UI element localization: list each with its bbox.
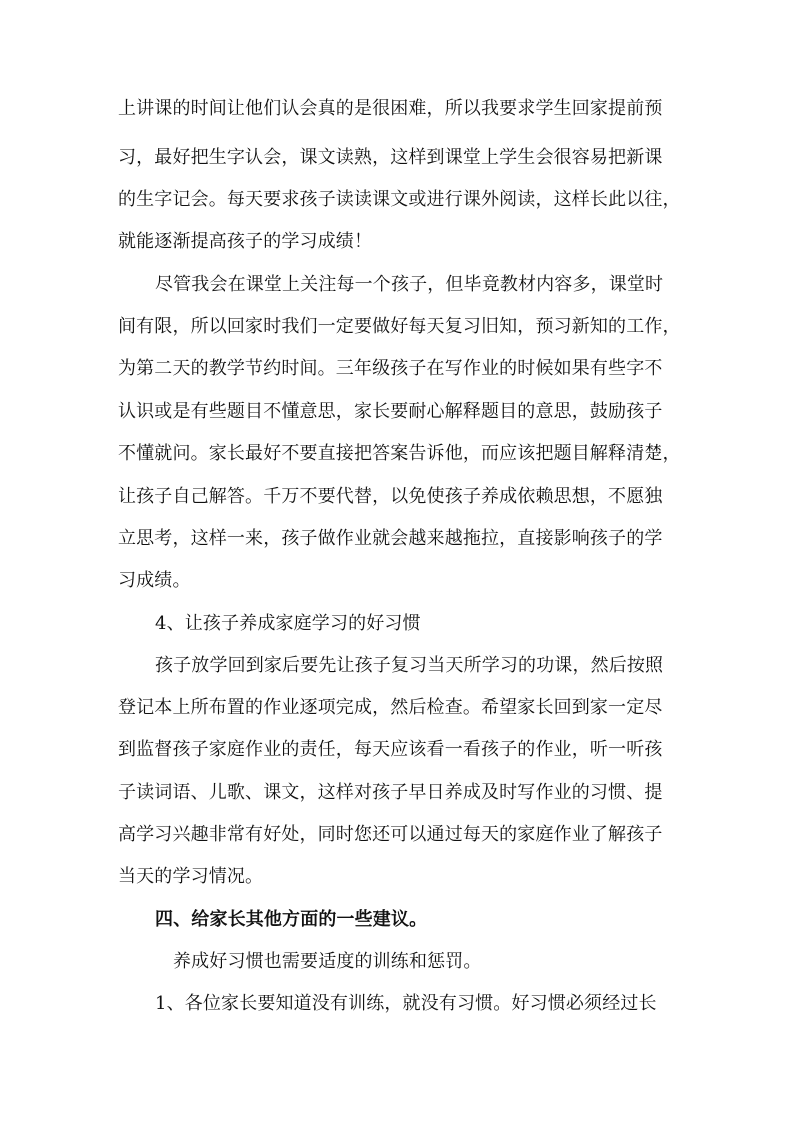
paragraph-line: 让孩子自己解答。千万不要代替，以免使孩子养成依赖思想，不愿独 xyxy=(118,486,663,507)
paragraph-line: 认识或是有些题目不懂意思，家长要耐心解释题目的意思，鼓励孩子 xyxy=(118,401,663,422)
paragraph-line: 子读词语、儿歌、课文，这样对孩子早日养成及时写作业的习惯、提 xyxy=(118,782,663,803)
paragraph-line: 1、各位家长要知道没有训练，就没有习惯。好习惯必须经过长 xyxy=(155,993,657,1014)
paragraph-line: 就能逐渐提高孩子的学习成绩！ xyxy=(118,231,373,252)
paragraph-line: 习成绩。 xyxy=(118,570,191,591)
paragraph-line: 高学习兴趣非常有好处，同时您还可以通过每天的家庭作业了解孩子 xyxy=(118,824,663,845)
paragraph-line: 登记本上所布置的作业逐项完成，然后检查。希望家长回到家一定尽 xyxy=(118,697,663,718)
paragraph-line: 的生字记会。每天要求孩子读读课文或进行课外阅读，这样长此以往， xyxy=(118,189,681,210)
paragraph-line: 上讲课的时间让他们认会真的是很困难，所以我要求学生回家提前预 xyxy=(118,98,663,119)
paragraph-line: 间有限，所以回家时我们一定要做好每天复习旧知，预习新知的工作， xyxy=(118,316,681,337)
paragraph-line: 不懂就问。家长最好不要直接把答案告诉他，而应该把题目解释清楚， xyxy=(118,443,681,464)
paragraph-line: 孩子放学回到家后要先让孩子复习当天所学习的功课，然后按照 xyxy=(155,655,664,676)
paragraph-line: 立思考，这样一来，孩子做作业就会越来越拖拉，直接影响孩子的学 xyxy=(118,528,663,549)
paragraph-line: 尽管我会在课堂上关注每一个孩子，但毕竟教材内容多，课堂时 xyxy=(155,274,664,295)
paragraph-line: 当天的学习情况。 xyxy=(118,866,264,887)
paragraph-line: 养成好习惯也需要适度的训练和惩罚。 xyxy=(173,951,482,972)
paragraph-line: 习，最好把生字认会，课文读熟，这样到课堂上学生会很容易把新课 xyxy=(118,147,663,168)
section-heading: 四、给家长其他方面的一些建议。 xyxy=(155,909,428,930)
paragraph-line: 到监督孩子家庭作业的责任，每天应该看一看孩子的作业，听一听孩 xyxy=(118,739,663,760)
subheading-line: 4、让孩子养成家庭学习的好习惯 xyxy=(155,613,421,634)
paragraph-line: 为第二天的教学节约时间。三年级孩子在写作业的时候如果有些字不 xyxy=(118,358,663,379)
